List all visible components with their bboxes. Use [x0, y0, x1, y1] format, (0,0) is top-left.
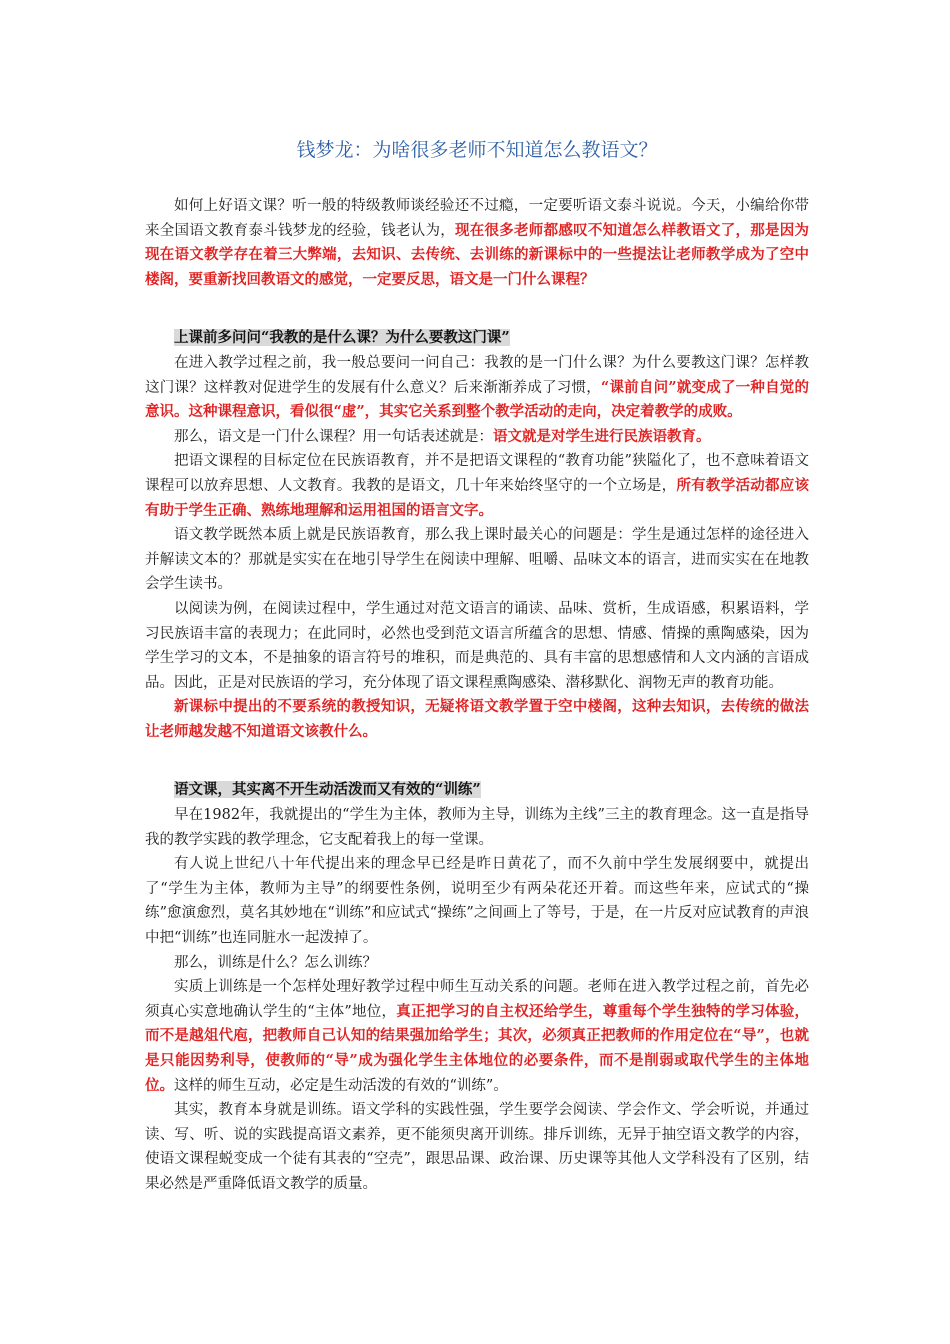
section-1-paragraph-5: 以阅读为例，在阅读过程中，学生通过对范文语言的诵读、品味、赏析，生成语感，积累语料，学习民族语丰富的表现力；在此同时，必然也受到范文语言所蕴含的思想、情感、情操的熏陶感染，因为学生学习的文本，不是抽象的语言符号的堆积，而是典范的、具有丰富的思想感情和人文内涵的言语成品。因此，正是对民族语的学习，充分体现了语文课程熏陶感染、潜移默化、润物无声的教育功能。	[145, 600, 809, 691]
document-page	[145, 0, 809, 1197]
paragraph-text: 在进入教学过程之前，我一般总要问一问自己：我教的是一门什么课？为什么要教这门课？怎样教这门课？这样教对促进学生的发展有什么意义？后来渐渐养成了习惯，	[145, 354, 809, 396]
paragraph-text: 这样的师生互动，必定是生动活泼的有效的“训练”。	[174, 1077, 508, 1094]
section-1-paragraph-1	[145, 351, 809, 425]
section-1-paragraph-4: 语文教学既然本质上就是民族语教育，那么我上课时最关心的问题是：学生是通过怎样的途径进入并解读文本的？那就是实实在在地引导学生在阅读中理解、咀嚼、品味文本的语言，进而实实在在地教会学生读书。	[145, 527, 809, 593]
section-2-paragraph-3: 那么，训练是什么？怎么训练？	[174, 954, 377, 971]
section-1-paragraph-3	[145, 449, 809, 523]
paragraph-emphasis: 真正把学习的自主权还给学生，尊重每个学生独特的学习体验，而不是越俎代庖，把教师自己认知的结果强加给学生；其次，必须真正把教师的作用定位在“导”，也就是只能因势利导，使教师的“导”成为强化学生主体地位的必要条件，而不是削弱或取代学生的主体地位。	[145, 1002, 809, 1094]
intro-paragraph	[145, 194, 809, 292]
paragraph-text: 实质上训练是一个怎样处理好教学过程中师生互动关系的问题。老师在进入教学过程之前，首先必须真心实意地确认学生的“主体”地位，	[145, 979, 809, 1020]
section-2-heading: 语文课，其实离不开生动活泼而又有效的“训练”	[174, 781, 481, 799]
section-2-paragraph-5: 其实，教育本身就是训练。语文学科的实践性强，学生要学会阅读、学会作文、学会听说，并通过读、写、听、说的实践提高语文素养，更不能须臾离开训练。排斥训练，无异于抽空语文教学的内容，使语文课程蜕变成一个徒有其表的“空壳”，跟思品课、政治课、历史课等其他人文学科没有了区别，结果必然是严重降低语文教学的质量。	[145, 1102, 809, 1192]
paragraph-emphasis: 语文就是对学生进行民族语教育。	[493, 427, 711, 445]
paragraph-text: 那么，语文是一门什么课程？用一句话表述就是：	[174, 428, 493, 445]
intro-emphasis: 现在很多老师都感叹不知道怎么样教语文了，那是因为现在语文教学存在着三大弊端，去知识、去传统、去训练的新课标中的一些提法让老师教学成为了空中楼阁，要重新找回教语文的感觉，一定要反思，语文是一门什么课程？	[145, 221, 810, 288]
section-1-paragraph-2	[145, 425, 809, 450]
paragraph-text: 把语文课程的目标定位在民族语教育，并不是把语文课程的“教育功能”狭隘化了，也不意味着语文课程可以放弃思想、人文教育。我教的是语文，几十年来始终坚守的一个立场是，	[145, 453, 809, 494]
section-2-paragraph-2: 有人说上世纪八十年代提出来的理念早已经是昨日黄花了，而不久前中学生发展纲要中，就提出了“学生为主体，教师为主导”的纲要性条例，说明至少有两朵花还开着。而这些年来，应试式的“操练”愈演愈烈，莫名其妙地在“训练”和应试式“操练”之间画上了等号，于是，在一片反对应试教育的声浪中把“训练”也连同脏水一起泼掉了。	[145, 856, 809, 947]
paragraph-emphasis: 所有教学活动都应该有助于学生正确、熟练地理解和运用祖国的语言文字。	[145, 476, 809, 519]
section-2-paragraph-4	[145, 975, 809, 1098]
section-2	[145, 778, 809, 1196]
intro-text: 如何上好语文课？听一般的特级教师谈经验还不过瘾，一定要听语文泰斗说说。今天，小编给你带来全国语文教育泰斗钱梦龙的经验，钱老认为，	[145, 198, 809, 239]
article-title: 钱梦龙：为啥很多老师不知道怎么教语文？	[296, 139, 658, 161]
section-1-paragraph-6: 新课标中提出的不要系统的教授知识，无疑将语文教学置于空中楼阁，这种去知识，去传统的做法让老师越发越不知道语文该教什么。	[145, 698, 809, 740]
section-1-heading: 上课前多问问“我教的是什么课？为什么要教这门课”	[174, 329, 510, 347]
section-2-paragraph-1: 早在1982年，我就提出的“学生为主体，教师为主导，训练为主线”三主的教育理念。这一直是指导我的教学实践的教学理念，它支配着我上的每一堂课。	[145, 807, 809, 848]
paragraph-emphasis: “课前自问”就变成了一种自觉的意识。这种课程意识，看似很“虚”，其实它关系到整个教学活动的走向，决定着教学的成败。	[145, 378, 809, 421]
section-1	[145, 326, 809, 744]
